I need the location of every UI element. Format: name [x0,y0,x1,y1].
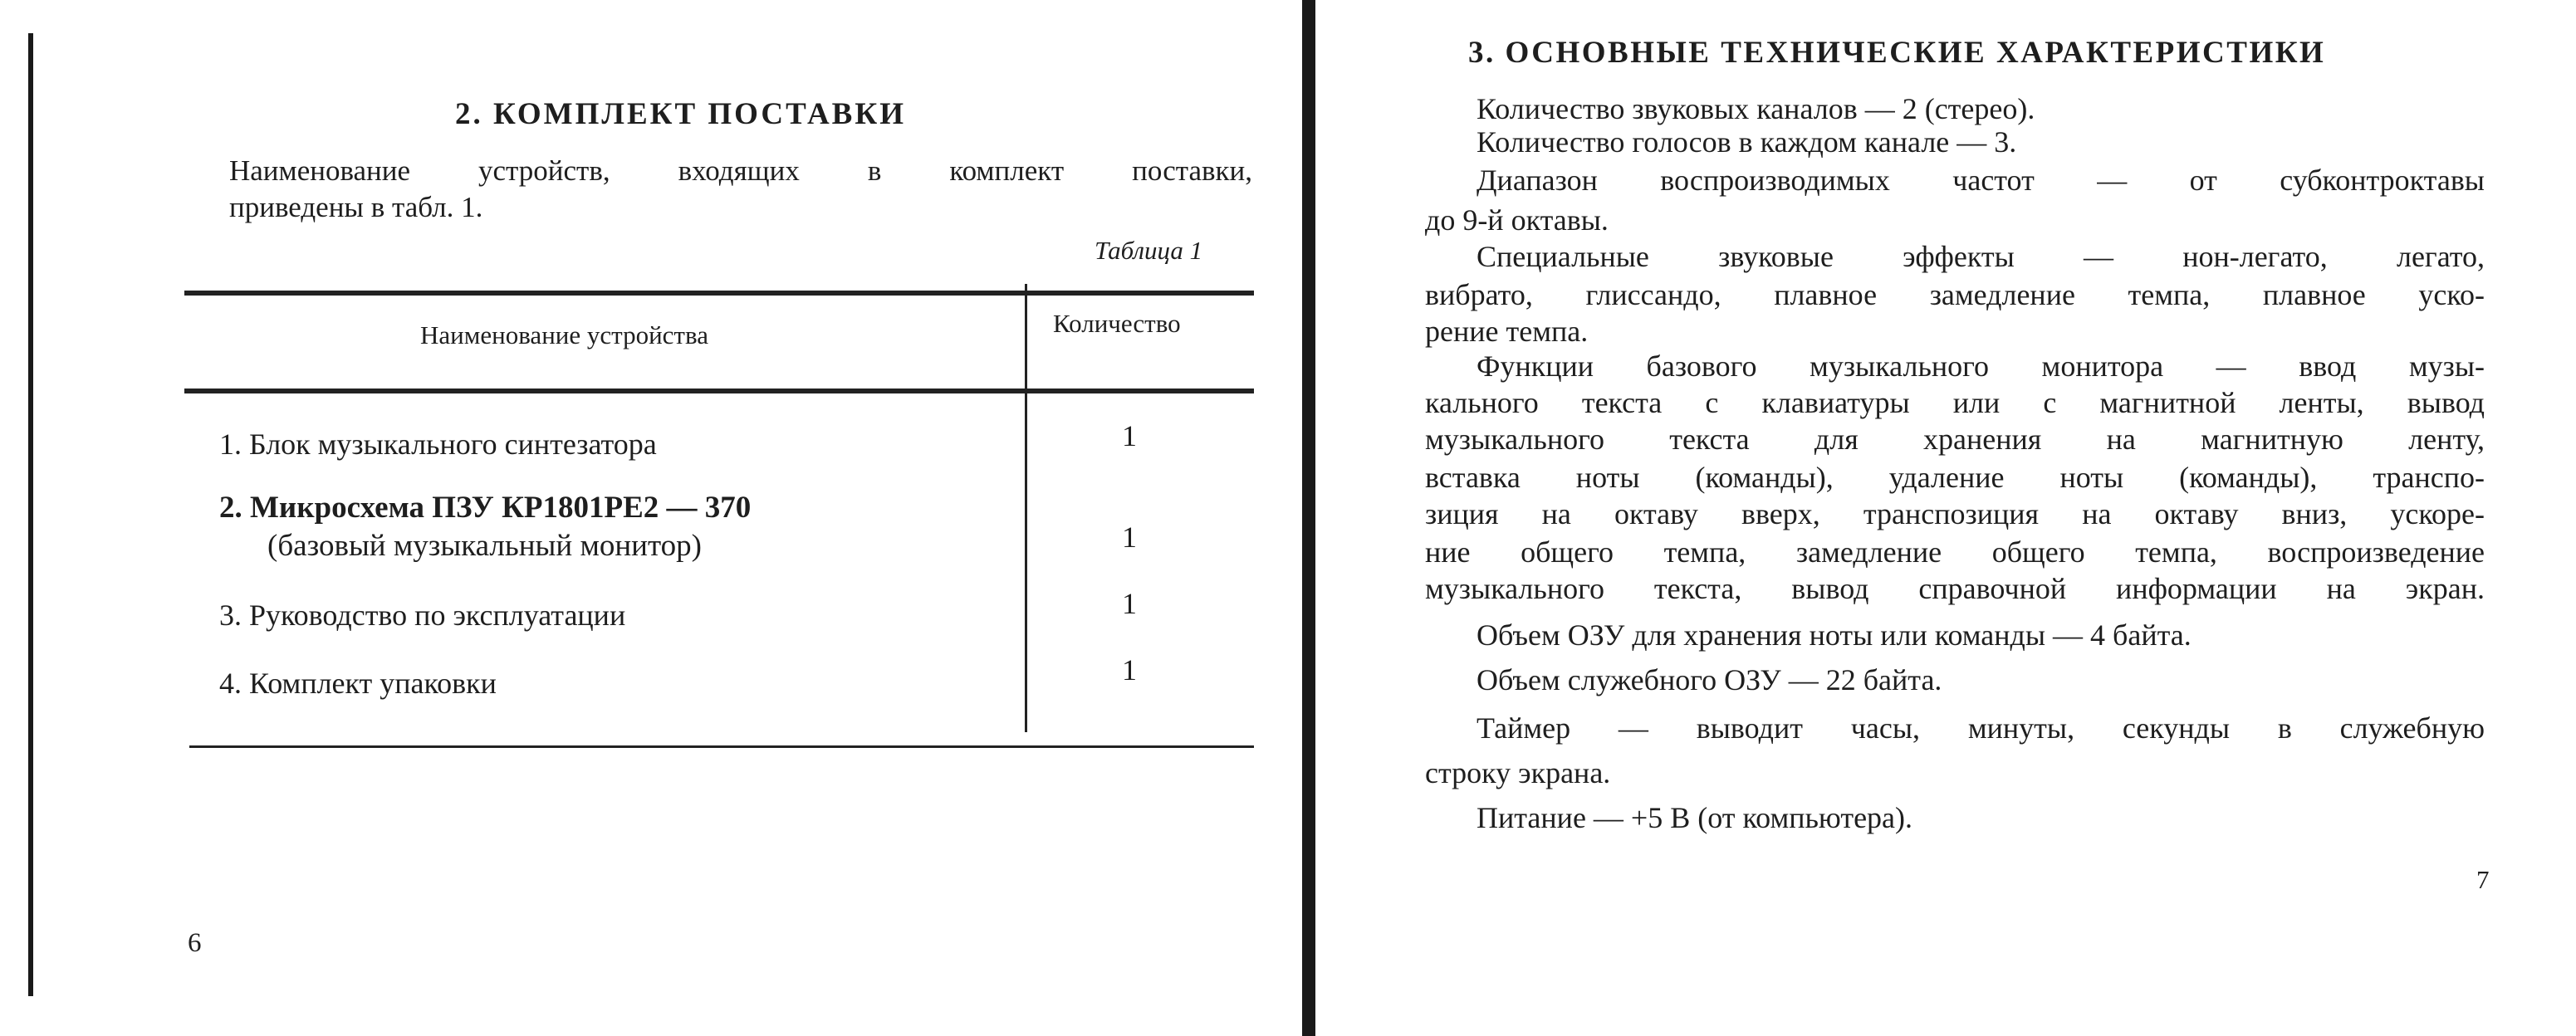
right-page [1315,0,2576,1036]
text-line: Объем служебного ОЗУ — 22 байта. [1477,663,1942,696]
text-line: Питание — +5 В (от компьютера). [1477,801,1913,834]
text-line: Таймер — выводит часы, минуты, секунды в служебную [1477,711,2485,745]
table-header-rule [184,388,1254,393]
text-line: ние общего темпа, замедление общего темпа, воспроизведение [1425,535,2485,569]
text-line: строку экрана. [1425,756,1611,789]
text-line: Диапазон воспроизводимых частот — от субконтроктавы [1477,164,2485,197]
table-row-name: 1. Блок музыкального синтезатора [219,428,657,461]
intro-line: приведены в табл. 1. [229,191,483,223]
table-bottom-rule [189,745,1254,748]
table-column-divider [1025,284,1027,732]
table-row-qty: 1 [1122,419,1137,452]
table-row-qty: 1 [1122,653,1137,687]
text-line: Количество голосов в каждом канале — 3. [1477,125,2017,159]
text-line: Специальные звуковые эффекты — нон-легато, легато, [1477,240,2485,273]
page-number: 7 [2476,865,2490,894]
table-row-name: 3. Руководство по эксплуатации [219,599,626,632]
section-title: 3. ОСНОВНЫЕ ТЕХНИЧЕСКИЕ ХАРАКТЕРИСТИКИ [1468,36,2326,70]
table-row-qty: 1 [1122,520,1137,554]
book-gutter [1302,0,1315,1036]
text-line: Объем ОЗУ для хранения ноты или команды — 4 байта. [1477,618,2192,652]
text-line: вибрато, глиссандо, плавное замедление темпа, плавное уско- [1425,278,2485,311]
text-line: рение темпа. [1425,315,1589,348]
table-header-quantity: Количество [1053,309,1181,338]
intro-line: Наименование устройств, входящих в комплект поставки, [229,154,1252,187]
table-row-name: 2. Микросхема ПЗУ КР1801РЕ2 — 370 [219,491,752,525]
intro-paragraph [229,153,1252,226]
table-row-qty: 1 [1122,587,1137,620]
table-top-rule [184,291,1254,296]
table-caption: Таблица 1 [1095,236,1203,265]
text-line: музыкального текста для хранения на магнитную ленту, [1425,423,2485,456]
text-line: кального текста с клавиатуры или с магнитной ленты, вывод [1425,386,2485,419]
text-line: Количество звуковых каналов — 2 (стерео). [1477,92,2035,125]
table-row-name: 4. Комплект упаковки [219,667,497,700]
text-line: Функции базового музыкального монитора — ввод музы- [1477,349,2485,383]
text-line: до 9-й октавы. [1425,203,1609,237]
text-line: музыкального текста, вывод справочной информации на экран. [1425,572,2485,605]
page-number: 6 [188,928,202,958]
table-header-name: Наименование устройства [420,320,708,349]
text-line: вставка ноты (команды), удаление ноты (команды), транспо- [1425,461,2485,494]
section-title: 2. КОМПЛЕКТ ПОСТАВКИ [455,97,906,131]
text-line: зиция на октаву вверх, транспозиция на октаву вниз, ускоре- [1425,497,2485,530]
page-edge-shadow [28,33,33,996]
table-row-name-line2: (базовый музыкальный монитор) [267,529,702,563]
